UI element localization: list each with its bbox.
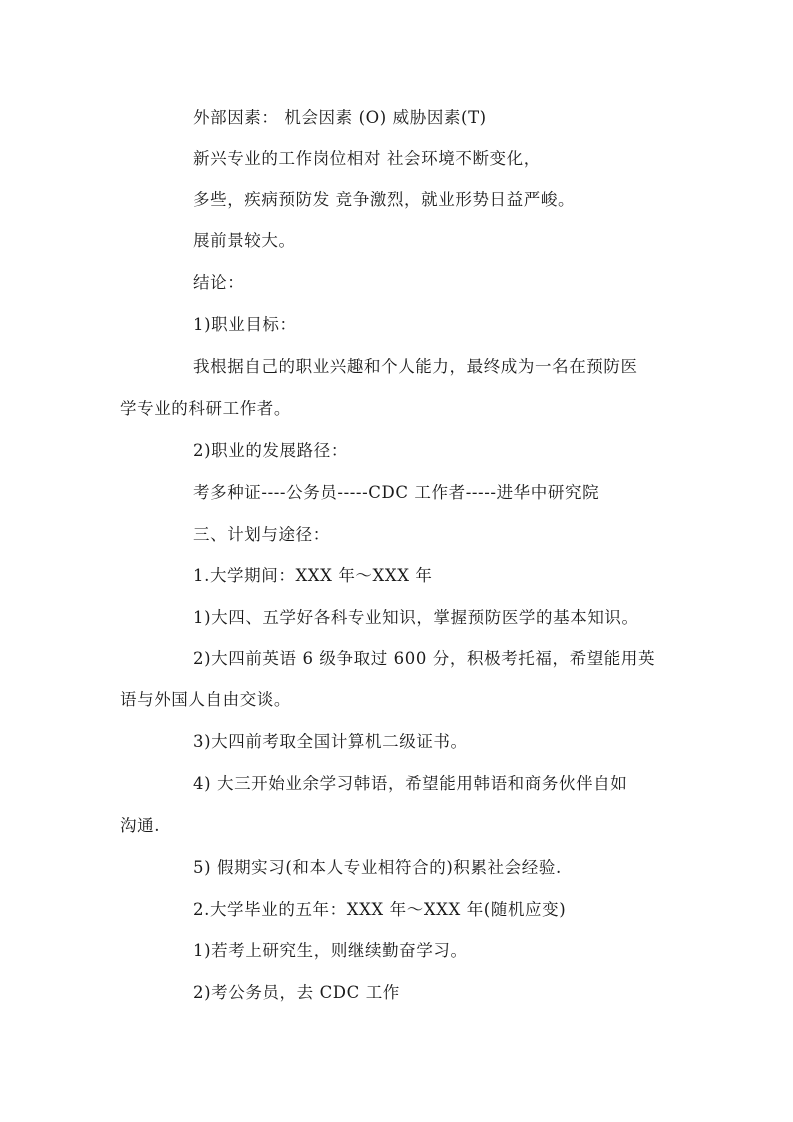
text-line: 沟通. — [120, 816, 161, 835]
text-line: 1)若考上研究生，则继续勤奋学习。 — [193, 941, 468, 960]
text-line: 1)大四、五学好各科专业知识，掌握预防医学的基本知识。 — [193, 608, 639, 627]
text-line: 外部因素： 机会因素 (O) 威胁因素(T) — [193, 108, 487, 127]
text-line: 2)大四前英语 6 级争取过 600 分，积极考托福，希望能用英 — [193, 649, 656, 668]
text-line: 新兴专业的工作岗位相对 社会环境不断变化， — [193, 149, 541, 168]
text-line: 我根据自己的职业兴趣和个人能力，最终成为一名在预防医 — [193, 357, 638, 376]
text-line: 1.大学期间：XXX 年～XXX 年 — [193, 566, 433, 585]
text-line: 多些，疾病预防发 竞争激烈，就业形势日益严峻。 — [193, 190, 576, 209]
text-line: 展前景较大。 — [193, 231, 296, 250]
text-line: 3)大四前考取全国计算机二级证书。 — [193, 732, 468, 751]
text-line: 4) 大三开始业余学习韩语，希望能用韩语和商务伙伴自如 — [193, 774, 628, 793]
text-line: 2.大学毕业的五年：XXX 年～XXX 年(随机应变) — [193, 900, 567, 919]
text-line: 考多种证----公务员-----CDC 工作者-----进华中研究院 — [193, 483, 600, 502]
text-line: 5) 假期实习(和本人专业相符合的)积累社会经验. — [193, 858, 562, 877]
text-line: 结论： — [193, 273, 245, 292]
text-line: 2)职业的发展路径： — [193, 441, 348, 460]
text-line: 1)职业目标： — [193, 315, 297, 334]
text-line: 2)考公务员，去 CDC 工作 — [193, 983, 400, 1002]
text-line: 语与外国人自由交谈。 — [120, 690, 291, 709]
section-heading: 三、计划与途径： — [193, 525, 330, 544]
text-line: 学专业的科研工作者。 — [120, 399, 291, 418]
